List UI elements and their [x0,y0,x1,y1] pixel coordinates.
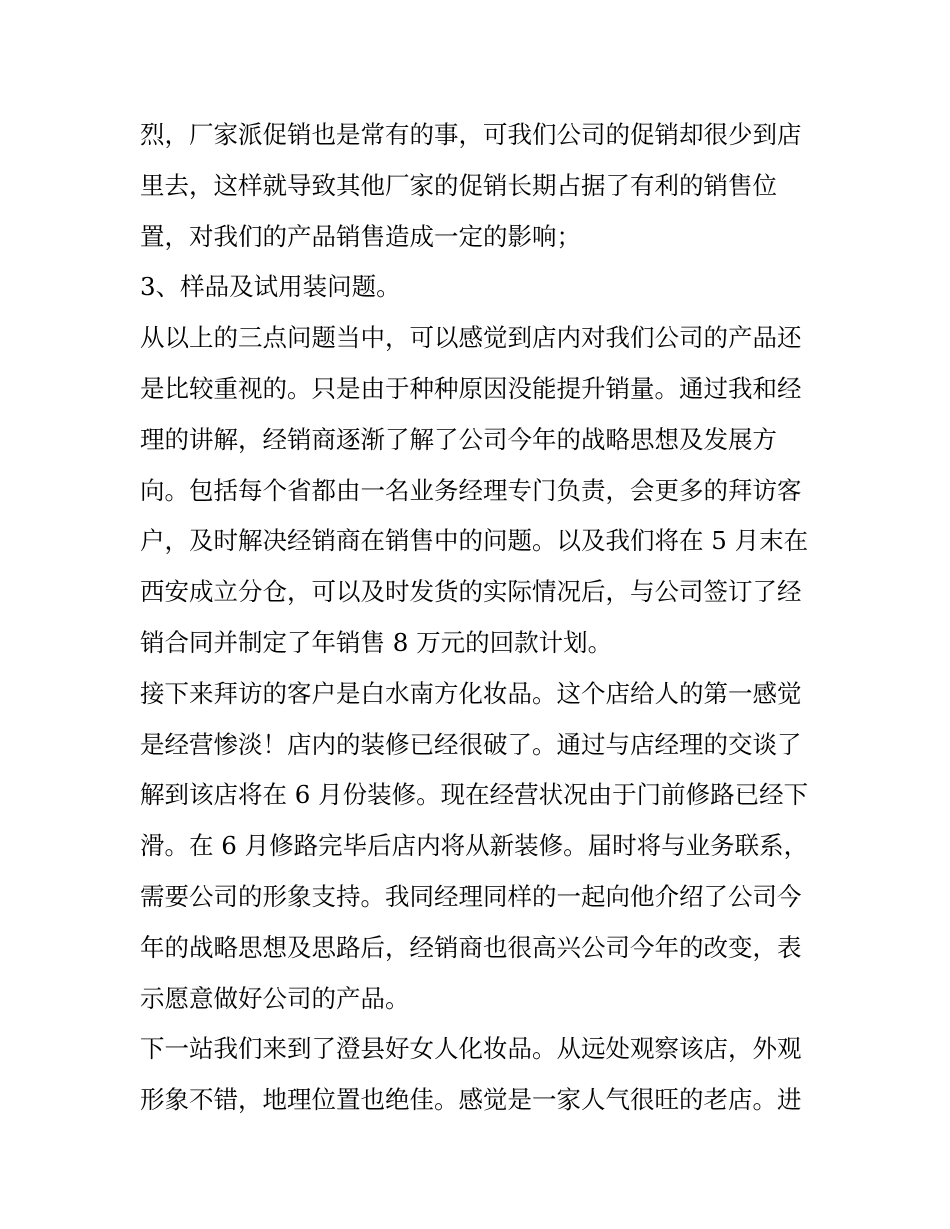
text-line-17: 年的战略思想及思路后，经销商也很高兴公司今年的改变，表 [140,932,802,962]
text-line-10: 西安成立分仓，可以及时发货的实际情况后，与公司签订了经 [140,577,802,607]
text-line-19: 下一站我们来到了澄县好女人化妆品。从远处观察该店，外观 [140,1034,802,1064]
document-body [140,110,820,1126]
text-line-20: 形象不错，地理位置也绝佳。感觉是一家人气很旺的老店。进 [140,1085,802,1115]
text-line-11: 销合同并制定了年销售 8 万元的回款计划。 [140,627,613,657]
text-line-3: 置，对我们的产品销售造成一定的影响； [140,221,581,251]
text-line-9: 户，及时解决经销商在销售中的问题。以及我们将在 5 月末在 [140,526,809,556]
text-line-2: 里去，这样就导致其他厂家的促销长期占据了有利的销售位 [140,170,777,200]
text-line-1: 烈，厂家派促销也是常有的事，可我们公司的促销却很少到店 [140,120,802,149]
text-line-5: 从以上的三点问题当中，可以感觉到店内对我们公司的产品还 [140,323,802,353]
text-line-15: 滑。在 6 月修路完毕后店内将从新装修。届时将与业务联系， [140,831,809,861]
text-line-4: 3、样品及试用装问题。 [140,272,401,302]
text-line-18: 示愿意做好公司的产品。 [140,983,410,1013]
text-line-7: 理的讲解，经销商逐渐了解了公司今年的战略思想及发展方 [140,424,777,454]
text-line-13: 是经营惨淡！店内的装修已经很破了。通过与店经理的交谈了 [140,729,802,759]
text-line-6: 是比较重视的。只是由于种种原因没能提升销量。通过我和经 [140,373,802,403]
text-line-12: 接下来拜访的客户是白水南方化妆品。这个店给人的第一感觉 [140,678,802,708]
text-line-8: 向。包括每个省都由一名业务经理专门负责，会更多的拜访客 [140,475,802,505]
text-line-16: 需要公司的形象支持。我同经理同样的一起向他介绍了公司今 [140,881,802,911]
text-line-14: 解到该店将在 6 月份装修。现在经营状况由于门前修路已经下 [140,780,809,810]
